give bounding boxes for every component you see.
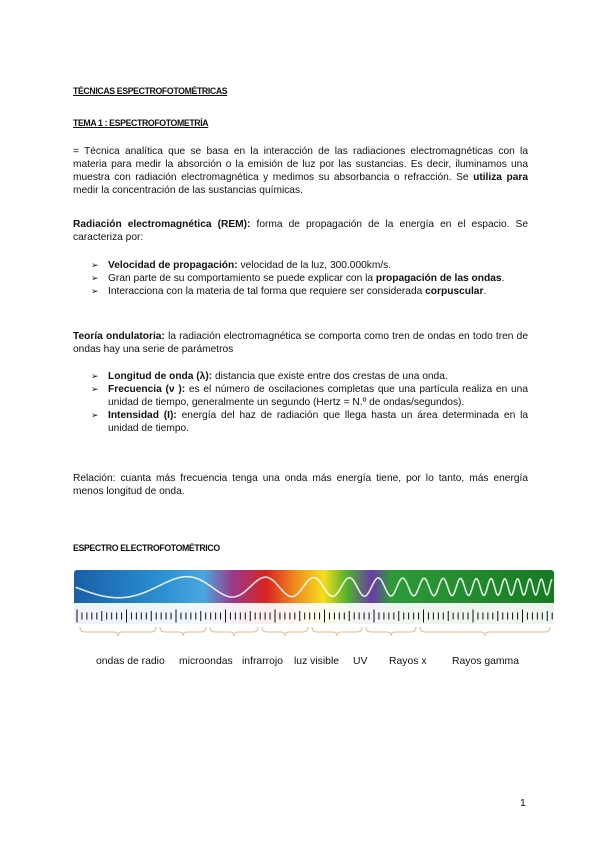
- ondulatoria-paragraph: Teoría ondulatoria: la radiación electromagnética se comporta como tren de ondas en todo tren de ondas hay una serie de parámetros: [73, 331, 528, 355]
- band-brace: [366, 627, 416, 636]
- rem-paragraph: Radiación electromagnética (REM): forma de propagación de la energía en el espacio. Se caracteriza por:: [73, 219, 528, 243]
- band-brace: [420, 627, 550, 636]
- bullet-arrow-icon: ➢: [91, 260, 99, 270]
- label-infrarrojo: infrarrojo: [242, 656, 283, 667]
- ondulatoria-bullet-list: [91, 370, 528, 435]
- intro-paragraph: = Técnica analítica que se basa en la interacción de las radiaciones electromagnéticas con la materia para medir la absorción o la emisión de luz por las sustancias. Es decir, iluminamos una muestra con radiación electromagnética y medimos su absorbancia o refracción. Se utiliza para medir la concentración de las sustancias químicas.: [73, 146, 529, 196]
- band-brace: [312, 627, 362, 636]
- label-rayos-x: Rayos x: [389, 656, 427, 667]
- section-title: TEMA 1 : ESPECTROFOTOMETRÍA: [73, 118, 209, 129]
- bullet-arrow-icon: ➢: [91, 384, 99, 394]
- band-brace: [80, 627, 156, 636]
- label-microondas: microondas: [179, 656, 233, 667]
- label-radio: ondas de radio: [96, 656, 165, 667]
- spectrum-title: ESPECTRO ELECTROFOTOMÉTRICO: [73, 543, 220, 554]
- list-item: ➢ Gran parte de su comportamiento se puede explicar con la propagación de las ondas.: [91, 273, 505, 284]
- band-brace: [262, 627, 308, 636]
- relacion-paragraph: Relación: cuanta más frecuencia tenga una onda más energía tiene, por lo tanto, más energía menos longitud de onda.: [73, 473, 528, 497]
- bullet-arrow-icon: ➢: [91, 273, 99, 283]
- list-item: ➢ Longitud de onda (λ): distancia que existe entre dos crestas de una onda.: [91, 371, 448, 382]
- bullet-arrow-icon: ➢: [91, 371, 99, 381]
- electromagnetic-spectrum-figure: [74, 570, 554, 640]
- label-rayos-gamma: Rayos gamma: [452, 656, 519, 667]
- bullet-arrow-icon: ➢: [91, 286, 99, 296]
- page-number: 1: [520, 797, 526, 809]
- list-item: ➢ Intensidad (I): energía del haz de radiación que llega hasta un área determinada en la unidad de tiempo.: [91, 410, 528, 434]
- label-visible: luz visible: [294, 656, 340, 667]
- band-brace: [160, 627, 206, 636]
- band-braces: [80, 627, 550, 636]
- bullet-arrow-icon: ➢: [91, 410, 99, 420]
- spectrum-labels: [0, 656, 600, 670]
- band-brace: [210, 627, 258, 636]
- label-uv: UV: [353, 656, 368, 667]
- list-item: ➢ Interacciona con la materia de tal forma que requiere ser considerada corpuscular.: [91, 286, 487, 297]
- main-title: TÉCNICAS ESPECTROFOTOMÉTRICAS: [73, 86, 228, 97]
- rem-bullet-list: [91, 259, 528, 298]
- list-item: ➢ Frecuencia (ν ): es el número de oscilaciones completas que una partícula realiza en una unidad de tiempo, generalmente un segundo (Hertz = N.º de ondas/segundos).: [91, 384, 528, 408]
- list-item: ➢ Velocidad de propagación: velocidad de la luz, 300.000km/s.: [91, 260, 392, 271]
